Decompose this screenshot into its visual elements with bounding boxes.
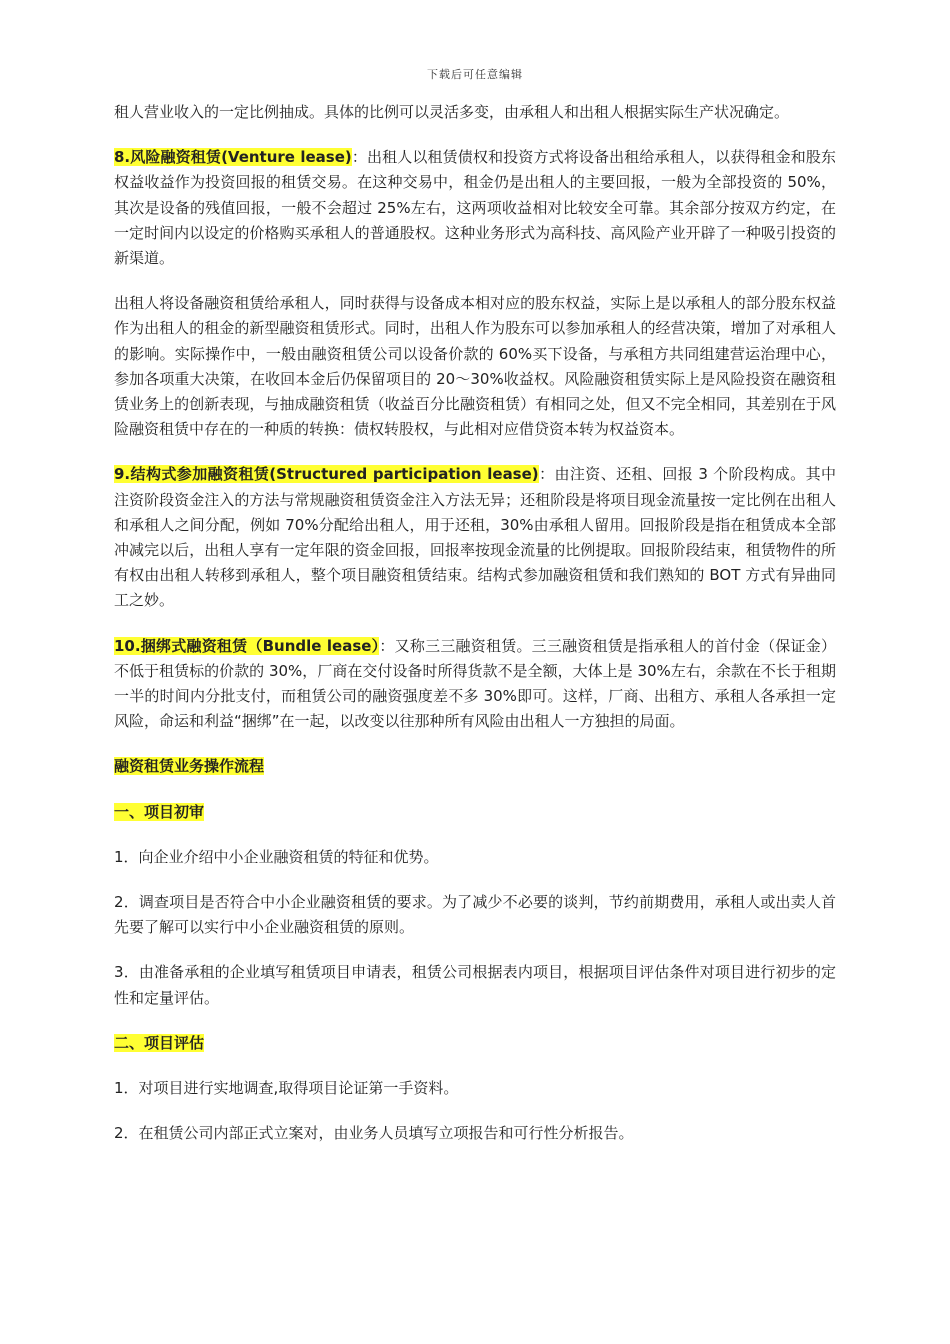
paragraph-venture-lease <box>114 145 836 271</box>
paragraph-continuation: 租人营业收入的一定比例抽成。具体的比例可以灵活多变，由承租人和出租人根据实际生产状况确定。 <box>114 103 790 121</box>
paragraph-bundle-lease <box>114 634 836 735</box>
page-header: 下载后可任意编辑 <box>427 68 523 81</box>
highlight-initial-review-heading: 一、项目初审 <box>114 802 205 821</box>
highlight-bundle-lease-title: 10.捆绑式融资租赁（Bundle lease） <box>114 636 380 655</box>
section-heading-process <box>114 754 836 779</box>
highlight-evaluation-heading: 二、项目评估 <box>114 1033 205 1052</box>
bundle-lease-body: ：又称三三融资租赁。三三融资租赁是指承租人的首付金（保证金）不低于租赁标的价款的 30%，厂商在交付设备时所得货款不是全额，大体上是 30%左右，余款在不长于租期一半的时间内分批支付，而租赁公司的融资强度差不多 30%即可。这样，厂商、出租方、承租人各承担一定风险，命运和利益“捆绑”在一起，以改变以往那种所有风险由出租人一方独担的局面。 <box>114 636 836 731</box>
list-item-initial-3: 3．由准备承租的企业填写租赁项目申请表，租赁公司根据表内项目，根据项目评估条件对项目进行初步的定性和定量评估。 <box>114 963 836 1007</box>
paragraph-structured-lease <box>114 462 836 613</box>
venture-lease-body: ：出租人以租赁债权和投资方式将设备出租给承租人，以获得租金和股东权益收益作为投资回报的租赁交易。在这种交易中，租金仍是出租人的主要回报，一般为全部投资的 50%，其次是设备的残值回报，一般不会超过 25%左右，这两项收益相对比较安全可靠。其余部分按双方约定，在一定时间内以设定的价格购买承租人的普通股权。这种业务形式为高科技、高风险产业开辟了一种吸引投资的新渠道。 <box>114 148 836 268</box>
highlight-structured-lease-title: 9.结构式参加融资租赁(Structured participation lease) <box>114 465 539 484</box>
list-item-eval-1: 1．对项目进行实地调查,取得项目论证第一手资料。 <box>114 1079 459 1098</box>
list-item-eval-2: 2．在租赁公司内部正式立案对，由业务人员填写立项报告和可行性分析报告。 <box>114 1124 634 1143</box>
list-item-initial-2: 2．调查项目是否符合中小企业融资租赁的要求。为了减少不必要的谈判，节约前期费用，承租人或出卖人首先要了解可以实行中小企业融资租赁的原则。 <box>114 893 836 937</box>
highlight-venture-lease-title: 8.风险融资租赁(Venture lease) <box>114 148 352 167</box>
section-heading-evaluation <box>114 1031 836 1056</box>
section-heading-initial-review <box>114 800 836 825</box>
highlight-process-heading: 融资租赁业务操作流程 <box>114 757 265 776</box>
structured-lease-body: ：由注资、还租、回报 3 个阶段构成。其中注资阶段资金注入的方法与常规融资租赁资金注入方法无异；还租阶段是将项目现金流量按一定比例在出租人和承租人之间分配，例如 70%分配给出租人，用于还租，30%由承租人留用。回报阶段是指在租赁成本全部冲减完以后，出租人享有一定年限的资金回报，回报率按现金流量的比例提取。回报阶段结束，租赁物件的所有权由出租人转移到承租人，整个项目融资租赁结束。结构式参加融资租赁和我们熟知的 BOT 方式有异曲同工之妙。 <box>114 465 836 610</box>
document-body <box>114 100 836 1167</box>
paragraph-venture-lease-detail: 出租人将设备融资租赁给承租人，同时获得与设备成本相对应的股东权益，实际上是以承租人的部分股东权益作为出租人的租金的新型融资租赁形式。同时，出租人作为股东可以参加承租人的经营决策，增加了对承租人的影响。实际操作中，一般由融资租赁公司以设备价款的 60%买下设备，与承租方共同组建营运治理中心，参加各项重大决策，在收回本金后仍保留项目的 20～30%收益权。风险融资租赁实际上是风险投资在融资租赁业务上的创新表现，与抽成融资租赁（收益百分比融资租赁）有相同之处，但又不完全相同，其差别在于风险融资租赁中存在的一种质的转换：债权转股权，与此相对应借贷资本转为权益资本。 <box>114 294 836 439</box>
list-item-initial-1: 1．向企业介绍中小企业融资租赁的特征和优势。 <box>114 847 439 866</box>
